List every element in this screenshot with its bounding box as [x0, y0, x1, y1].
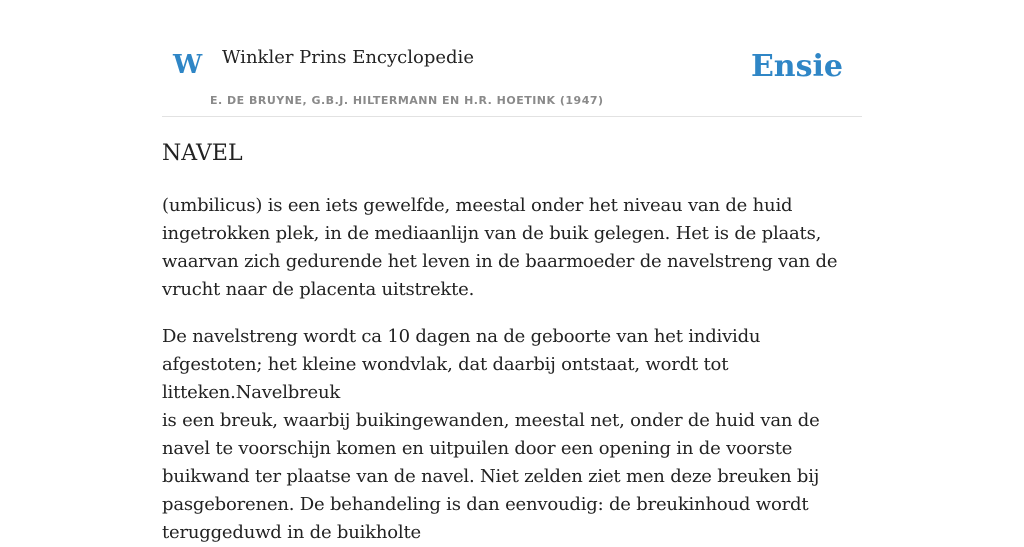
entry-paragraph: De navelstreng wordt ca 10 dagen na de geboorte van het individu afgestoten; het kleine wondvlak, dat daarbij ontstaat, wordt tot litteken.Navelbreuk [162, 326, 761, 403]
page-title: NAVEL [162, 141, 243, 166]
work-title[interactable]: Winkler Prins Encyclopedie [222, 47, 474, 68]
brand-logo[interactable]: Ensie [750, 49, 843, 84]
entry-paragraph: (umbilicus) is een iets gewelfde, meestal onder het niveau van de huid ingetrokken plek, in de mediaanlijn van de buik gelegen. Het is de plaats, waarvan zich gedurende het leven in de baarmoeder de navelstreng van de vrucht naar de placenta uitstrekte. [162, 195, 838, 300]
work-authors: E. DE BRUYNE, G.B.J. HILTERMANN EN H.R. HOETINK (1947) [210, 94, 604, 107]
work-logo-icon[interactable]: W [173, 50, 203, 80]
entry-paragraph: is een breuk, waarbij buikingewanden, meestal net, onder de huid van de navel te voorschijn komen en uitpuilen door een opening in de voorste buikwand ter plaatse van de navel. Niet zelden ziet men deze breuken bij pasgeborenen. De behandeling is dan eenvoudig: de breukinhoud wordt teruggeduwd in de buikholte [162, 410, 820, 543]
header [162, 0, 862, 117]
page [162, 0, 862, 543]
